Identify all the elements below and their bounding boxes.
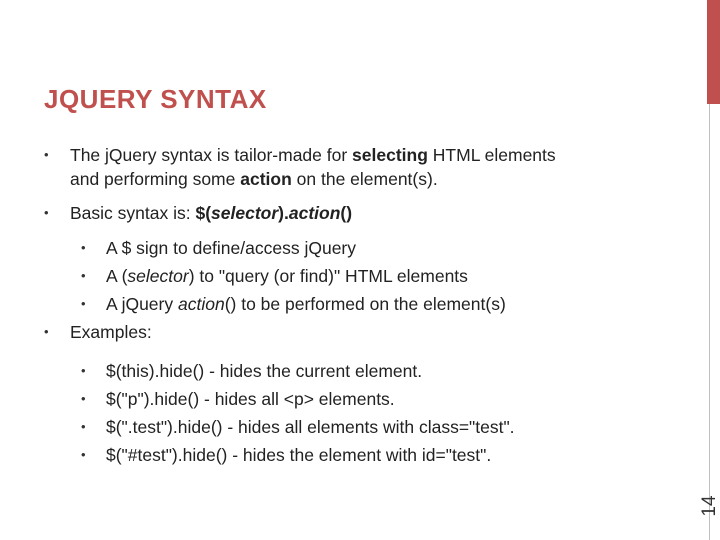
bullet-item-3: Examples: [70, 322, 152, 342]
code-part: $( [195, 203, 212, 223]
italic-text: action [177, 294, 225, 314]
bullet-item-1-line-1 [70, 144, 556, 166]
text-run: A ( [106, 266, 128, 286]
sub-bullet-2 [106, 265, 468, 287]
text-run: on the element(s). [291, 169, 438, 189]
sub-bullet-1: A $ sign to define/access jQuery [106, 238, 356, 258]
bullet-marker: • [44, 205, 49, 220]
text-run: HTML elements [427, 145, 556, 165]
text-run: Basic syntax is: [70, 203, 196, 223]
code-part: action [288, 203, 341, 223]
slide-number: 14 [699, 495, 720, 517]
example-3: $(".test").hide() - hides all elements with class="test". [106, 417, 515, 437]
sub-bullet-marker: • [81, 296, 86, 311]
bullet-marker: • [44, 147, 49, 162]
accent-bar [707, 0, 720, 104]
example-2: $("p").hide() - hides all <p> elements. [106, 389, 395, 409]
code-part: () [340, 203, 353, 223]
sub-bullet-3 [106, 293, 506, 315]
bullet-marker: • [44, 324, 49, 339]
sub-bullet-marker: • [81, 363, 86, 378]
code-part: ). [278, 203, 289, 223]
sub-bullet-marker: • [81, 268, 86, 283]
sub-bullet-marker: • [81, 419, 86, 434]
bullet-item-2 [70, 202, 352, 224]
text-run: The jQuery syntax is tailor-made for [70, 145, 353, 165]
bold-text: action [240, 169, 292, 189]
example-4: $("#test").hide() - hides the element with id="test". [106, 445, 492, 465]
text-run: A jQuery [106, 294, 178, 314]
code-part: selector [211, 203, 279, 223]
bullet-item-1-line-2 [70, 168, 438, 190]
text-run: and performing some [70, 169, 241, 189]
sub-bullet-marker: • [81, 240, 86, 255]
bold-text: selecting [352, 145, 428, 165]
italic-text: selector [127, 266, 189, 286]
text-run: ) to "query (or find)" HTML elements [188, 266, 468, 286]
sub-bullet-marker: • [81, 391, 86, 406]
sub-bullet-marker: • [81, 447, 86, 462]
slide-title: JQUERY SYNTAX [44, 84, 267, 114]
text-run: () to be performed on the element(s) [224, 294, 506, 314]
side-divider [709, 104, 710, 540]
example-1: $(this).hide() - hides the current element. [106, 361, 423, 381]
syntax-code [195, 203, 352, 223]
